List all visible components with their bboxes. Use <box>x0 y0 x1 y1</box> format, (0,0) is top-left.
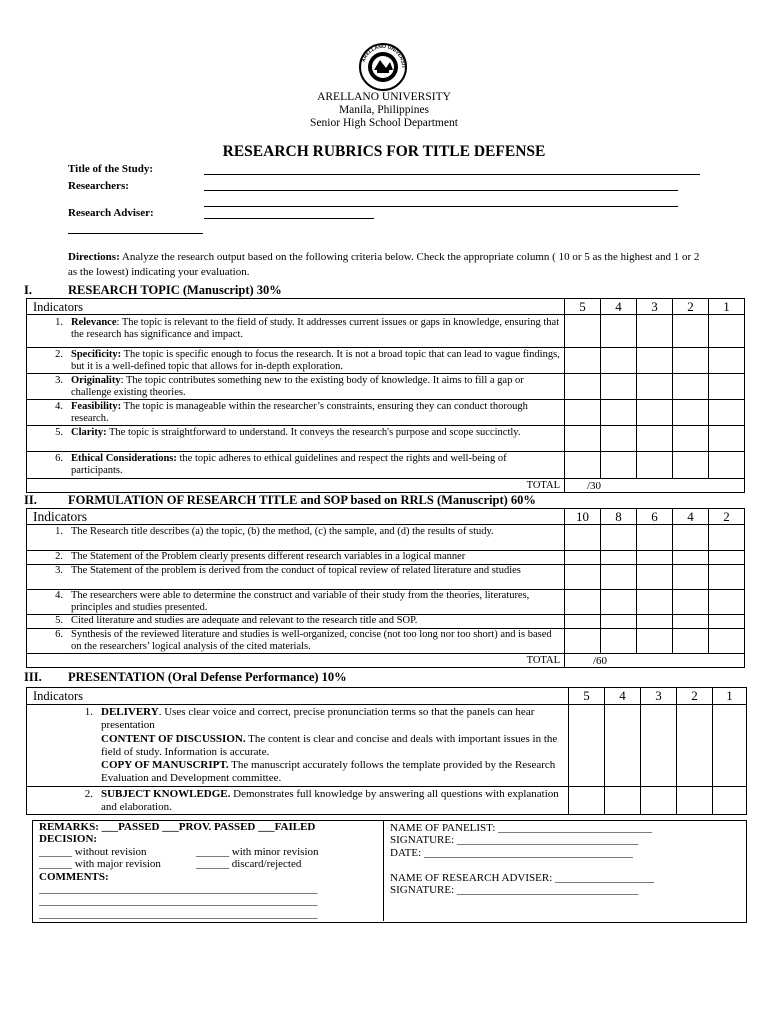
section2-indicators-header: Indicators <box>27 509 565 525</box>
score-cell[interactable] <box>637 590 673 615</box>
svg-text:ARELLANO UNIVERSITY: ARELLANO UNIVERSIT <box>360 43 407 69</box>
remarks-line[interactable]: REMARKS: ___PASSED ___PROV. PASSED ___FAILED <box>39 821 316 833</box>
table-row <box>27 629 745 654</box>
section2-scale-8: 8 <box>601 509 637 525</box>
page-title: RESEARCH RUBRICS FOR TITLE DEFENSE <box>222 143 546 160</box>
researchers-line-2[interactable] <box>204 206 678 207</box>
item-text: : The topic is relevant to the field of study. It addresses current issues or gaps in knowledge, ensuring that the research has significance and impact. <box>71 317 560 340</box>
item-number: 6. <box>55 453 63 464</box>
comments-line-2[interactable]: ______________________________________________________ <box>39 895 318 908</box>
item-number: 1. <box>84 706 93 718</box>
score-cell[interactable] <box>677 705 713 787</box>
score-cell[interactable] <box>565 525 601 551</box>
section3-title: PRESENTATION (Oral Defense Performance) 10% <box>68 670 347 684</box>
directions-label: Directions: <box>68 251 120 263</box>
score-cell[interactable] <box>709 525 745 551</box>
score-cell[interactable] <box>601 426 637 452</box>
score-cell[interactable] <box>565 426 601 452</box>
researchers-line-1[interactable] <box>204 190 678 191</box>
table-row <box>27 615 745 629</box>
adviser-signature-field[interactable]: SIGNATURE: _________________________________ <box>390 884 639 897</box>
section1-scale-4: 4 <box>601 299 637 315</box>
score-cell[interactable] <box>709 374 745 400</box>
section1-item-relevance <box>27 315 565 348</box>
item-label: Specificity: <box>71 349 122 360</box>
delivery-text: . Uses clear voice and correct, precise pronunciation terms so that the panels can hear presentation <box>101 706 535 732</box>
score-cell[interactable] <box>709 629 745 654</box>
score-cell[interactable] <box>637 565 673 590</box>
item-text: Synthesis of the reviewed literature and studies is well-organized, concise (not too long nor too short) and is based on the researchers’ logical analysis of the cited materials. <box>71 629 552 652</box>
score-cell[interactable] <box>605 705 641 787</box>
score-cell[interactable] <box>601 348 637 374</box>
university-seal-logo <box>352 42 414 92</box>
score-cell[interactable] <box>601 315 637 348</box>
item-number: 1. <box>55 526 63 537</box>
section1-item-specificity <box>27 348 565 374</box>
item-number: 4. <box>55 401 63 412</box>
section2-scale-4: 4 <box>673 509 709 525</box>
score-cell[interactable] <box>637 348 673 374</box>
section3-scale-4: 4 <box>605 688 641 705</box>
score-cell[interactable] <box>637 629 673 654</box>
section2-scale-6: 6 <box>637 509 673 525</box>
item-number: 5. <box>55 615 63 626</box>
table-row <box>27 348 745 374</box>
section2-item-2 <box>27 551 565 565</box>
section2-scale-10: 10 <box>565 509 601 525</box>
section3-item-1 <box>27 705 569 787</box>
score-cell[interactable] <box>677 786 713 815</box>
section3-scale-3: 3 <box>641 688 677 705</box>
item-text: The topic is straightforward to understand. It conveys the research's purpose and scope succinctly. <box>106 427 521 438</box>
item-text: The researchers were able to determine the construct and variable of their study from the theories, literatures, principles and studies presented. <box>71 590 530 613</box>
section2-item-3 <box>27 565 565 590</box>
section1-roman: I. <box>24 283 32 297</box>
score-cell[interactable] <box>709 615 745 629</box>
item-text: The Statement of the problem is derived from the conduct of topical review of related literature and studies <box>71 565 521 576</box>
item-text: The Statement of the Problem clearly presents different research variables in a logical manner <box>71 551 466 562</box>
section2-total-label: TOTAL <box>27 654 565 668</box>
section2-table <box>26 508 745 668</box>
score-cell[interactable] <box>637 615 673 629</box>
item-label: Clarity: <box>71 427 107 438</box>
score-cell[interactable] <box>673 615 709 629</box>
item-text: Cited literature and studies are adequate and relevant to the research title and SOP. <box>71 615 418 626</box>
score-cell[interactable] <box>637 374 673 400</box>
content-label: CONTENT OF DISCUSSION. <box>101 732 246 745</box>
score-cell[interactable] <box>565 615 601 629</box>
decision-without-revision[interactable]: ______ without revision <box>39 845 147 858</box>
score-cell[interactable] <box>709 565 745 590</box>
table-row <box>27 786 747 815</box>
section3-scale-2: 2 <box>677 688 713 705</box>
section2-item-5 <box>27 615 565 629</box>
score-cell[interactable] <box>601 525 637 551</box>
item-number: 1. <box>55 317 63 328</box>
university-name: ARELLANO UNIVERSITY <box>317 91 451 103</box>
table-row <box>27 426 745 452</box>
score-cell[interactable] <box>637 551 673 565</box>
section1-scale-1: 1 <box>709 299 745 315</box>
directions-text: Analyze the research output based on the following criteria below. Check the appropriate column ( 10 or 5 as the highest and 1 or 2 as the lowest) indicating your evaluation. <box>68 251 700 278</box>
section2-scale-2: 2 <box>709 509 745 525</box>
section1-total-value: /30 <box>565 479 745 493</box>
item-number: 2. <box>55 551 63 562</box>
item-text: : The topic contributes something new to the existing body of knowledge. It aims to fill a gap or challenge existing theories. <box>71 375 524 398</box>
score-cell[interactable] <box>601 615 637 629</box>
section1-scale-3: 3 <box>637 299 673 315</box>
section2-roman: II. <box>24 493 37 507</box>
table-row <box>27 525 745 551</box>
score-cell[interactable] <box>673 400 709 426</box>
score-cell[interactable] <box>673 452 709 479</box>
copy-text: The manuscript accurately follows the template provided by the Research Evaluation and Development committee. <box>101 759 556 785</box>
score-cell[interactable] <box>673 348 709 374</box>
score-cell[interactable] <box>637 400 673 426</box>
decision-minor-revision[interactable]: ______ with minor revision <box>196 845 319 858</box>
subject-knowledge-text: Demonstrates full knowledge by answering all questions with explanation and elaboration. <box>101 787 559 814</box>
date-field[interactable]: DATE: ______________________________________ <box>390 846 633 859</box>
score-cell[interactable] <box>565 629 601 654</box>
item-label: Originality <box>71 375 121 386</box>
section1-scale-5: 5 <box>565 299 601 315</box>
section1-scale-2: 2 <box>673 299 709 315</box>
score-cell[interactable] <box>709 551 745 565</box>
score-cell[interactable] <box>601 374 637 400</box>
section1-table <box>26 298 745 493</box>
section1-item-feasibility <box>27 400 565 426</box>
content-text: The content is clear and concise and deals with important issues in the field of study. Information is accurate. <box>101 732 558 758</box>
score-cell[interactable] <box>709 426 745 452</box>
score-cell[interactable] <box>569 786 605 815</box>
study-title-label: Title of the Study: <box>68 163 154 175</box>
section1-total-label: TOTAL <box>27 479 565 493</box>
item-number: 3. <box>55 375 63 386</box>
score-cell[interactable] <box>565 590 601 615</box>
section2-item-1 <box>27 525 565 551</box>
score-cell[interactable] <box>601 452 637 479</box>
section3-scale-5: 5 <box>569 688 605 705</box>
section3-indicators-header: Indicators <box>27 688 569 705</box>
item-text: The topic is manageable within the researcher’s constraints, ensuring they can conduct thorough research. <box>71 401 528 424</box>
table-row <box>27 374 745 400</box>
item-label: Relevance <box>71 317 117 328</box>
table-row <box>27 452 745 479</box>
score-cell[interactable] <box>709 590 745 615</box>
section3-item-2 <box>27 786 569 815</box>
item-text: The topic is specific enough to focus the research. It is not a broad topic that can lead to vague findings, but it is a well-defined topic that allows for in-depth exploration. <box>71 349 560 372</box>
comments-line-1[interactable]: ______________________________________________________ <box>39 883 318 895</box>
panelist-name-field[interactable]: NAME OF PANELIST: ____________________________ <box>390 822 653 834</box>
section3-roman: III. <box>24 670 42 684</box>
score-cell[interactable] <box>673 426 709 452</box>
section1-title: RESEARCH TOPIC (Manuscript) 30% <box>68 283 282 297</box>
researchers-label: Researchers: <box>68 180 129 192</box>
decision-major-revision[interactable]: ______ with major revision <box>39 858 161 871</box>
score-cell[interactable] <box>673 374 709 400</box>
item-number: 2. <box>84 787 93 800</box>
score-cell[interactable] <box>565 348 601 374</box>
decision-discard[interactable]: ______ discard/rejected <box>196 858 302 871</box>
score-cell[interactable] <box>565 315 601 348</box>
section2-title: FORMULATION OF RESEARCH TITLE and SOP based on RRLS (Manuscript) 60% <box>68 493 536 507</box>
score-cell[interactable] <box>601 629 637 654</box>
score-cell[interactable] <box>673 551 709 565</box>
section1-item-clarity <box>27 426 565 452</box>
score-cell[interactable] <box>641 786 677 815</box>
section2-item-6 <box>27 629 565 654</box>
study-title-line[interactable] <box>204 174 700 175</box>
comments-line-3[interactable]: ______________________________________________________ <box>39 907 318 920</box>
adviser-name-field[interactable]: NAME OF RESEARCH ADVISER: __________________ <box>390 871 655 884</box>
score-cell[interactable] <box>637 452 673 479</box>
score-cell[interactable] <box>637 426 673 452</box>
score-cell[interactable] <box>637 315 673 348</box>
adviser-line[interactable] <box>204 218 374 219</box>
department-name: Senior High School Department <box>310 117 458 129</box>
score-cell[interactable] <box>709 348 745 374</box>
item-text: The Research title describes (a) the topic, (b) the method, (c) the sample, and (d) the results of study. <box>71 526 494 537</box>
score-cell[interactable] <box>601 565 637 590</box>
table-row <box>27 565 745 590</box>
section1-indicators-header: Indicators <box>27 299 565 315</box>
table-row <box>27 551 745 565</box>
score-cell[interactable] <box>713 705 747 787</box>
section3-scale-1: 1 <box>713 688 747 705</box>
section1-item-ethical <box>27 452 565 479</box>
item-label: Feasibility: <box>71 401 122 412</box>
score-cell[interactable] <box>565 400 601 426</box>
section2-total-value: /60 <box>565 654 745 668</box>
item-number: 5. <box>55 427 63 438</box>
copy-label: COPY OF MANUSCRIPT. <box>101 759 229 772</box>
table-row <box>27 590 745 615</box>
table-row <box>27 705 747 787</box>
subject-knowledge-label: SUBJECT KNOWLEDGE. <box>101 787 231 800</box>
score-cell[interactable] <box>569 705 605 787</box>
panel-info <box>390 822 740 896</box>
table-row <box>27 400 745 426</box>
score-cell[interactable] <box>565 551 601 565</box>
score-cell[interactable] <box>641 705 677 787</box>
score-cell[interactable] <box>601 590 637 615</box>
delivery-label: DELIVERY <box>101 706 159 718</box>
score-cell[interactable] <box>673 315 709 348</box>
directions <box>68 250 708 280</box>
university-location: Manila, Philippines <box>338 104 430 116</box>
remarks-panel <box>39 821 379 920</box>
section1-item-originality <box>27 374 565 400</box>
score-cell[interactable] <box>673 590 709 615</box>
score-cell[interactable] <box>601 551 637 565</box>
item-text: the topic adheres to ethical guidelines and respect the rights and well-being of participants. <box>71 453 507 476</box>
score-cell[interactable] <box>709 315 745 348</box>
score-cell[interactable] <box>673 629 709 654</box>
section3-table <box>26 687 747 815</box>
score-cell[interactable] <box>673 565 709 590</box>
item-number: 3. <box>55 565 63 576</box>
decision-label: DECISION: <box>39 833 98 846</box>
table-row <box>27 315 745 348</box>
score-cell[interactable] <box>709 452 745 479</box>
panelist-signature-field[interactable]: SIGNATURE: _________________________________ <box>390 834 639 847</box>
score-cell[interactable] <box>605 786 641 815</box>
score-cell[interactable] <box>713 786 747 815</box>
score-cell[interactable] <box>637 525 673 551</box>
score-cell[interactable] <box>601 400 637 426</box>
adviser-label: Research Adviser: <box>68 207 154 219</box>
score-cell[interactable] <box>565 374 601 400</box>
score-cell[interactable] <box>565 565 601 590</box>
score-cell[interactable] <box>565 452 601 479</box>
adviser-line-cont[interactable] <box>68 233 203 234</box>
score-cell[interactable] <box>709 400 745 426</box>
item-number: 4. <box>55 590 63 601</box>
item-number: 6. <box>55 629 63 640</box>
section2-item-4 <box>27 590 565 615</box>
item-label: Ethical Considerations: <box>71 453 177 464</box>
remarks-divider <box>383 820 384 921</box>
item-number: 2. <box>55 349 63 360</box>
comments-label: COMMENTS: <box>39 870 109 883</box>
score-cell[interactable] <box>673 525 709 551</box>
